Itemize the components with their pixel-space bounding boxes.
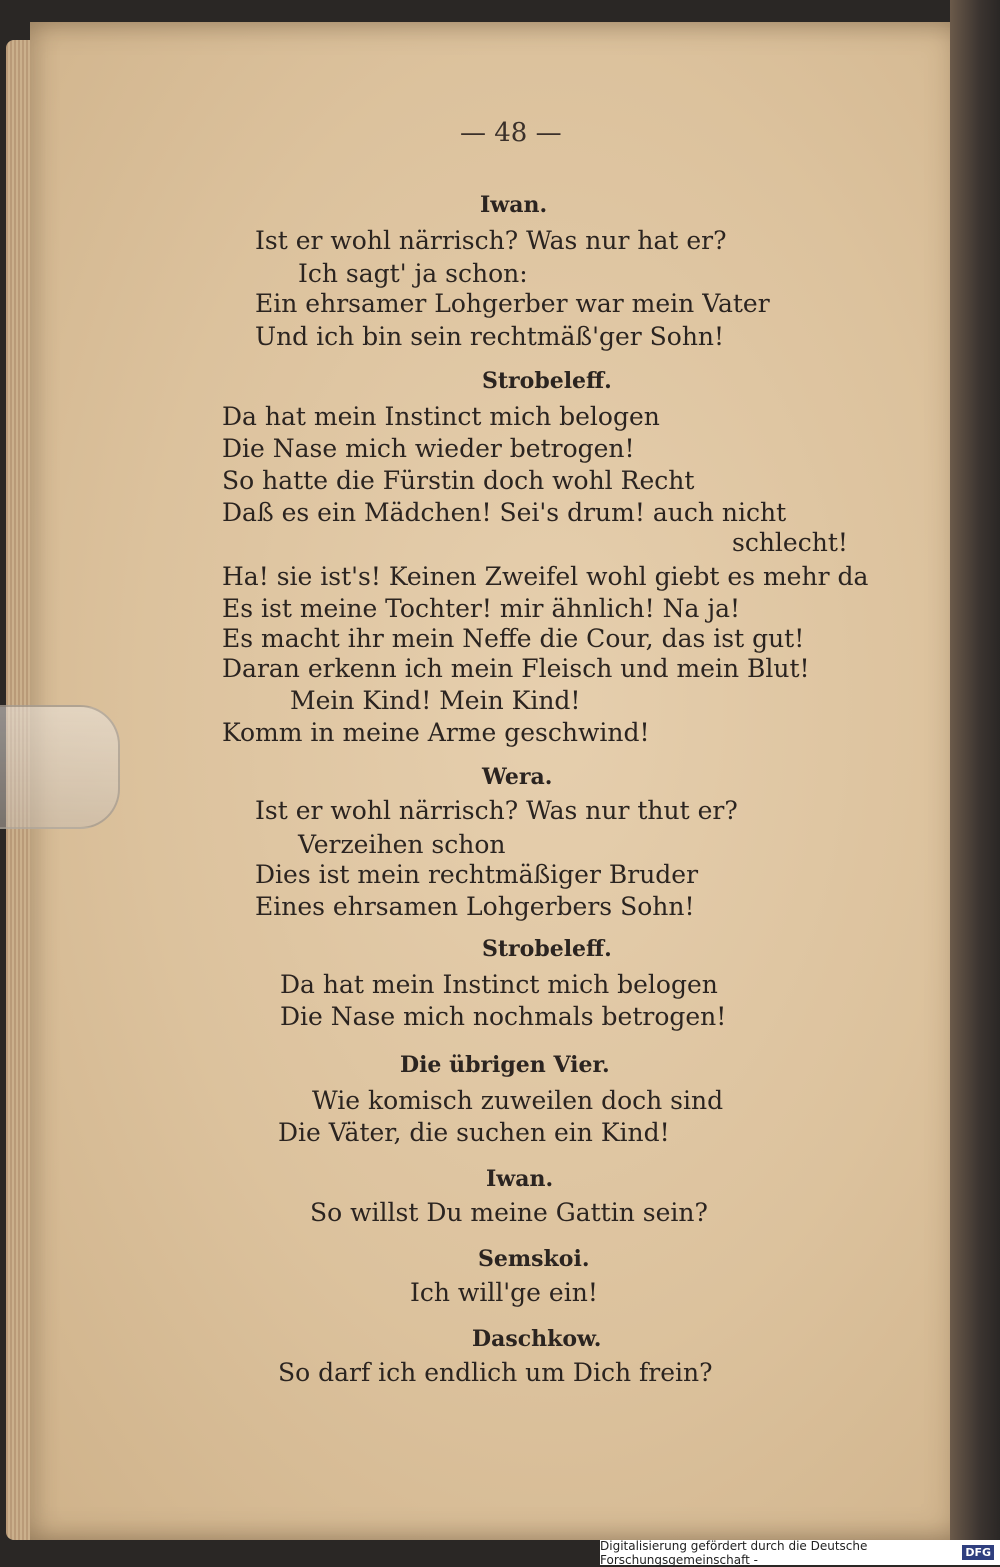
verse-line: Mein Kind! Mein Kind! [290, 686, 581, 715]
speaker-name: Daschkow. [472, 1326, 602, 1352]
digitization-footer [600, 1540, 1000, 1565]
verse-line: Ist er wohl närrisch? Was nur thut er? [255, 796, 738, 825]
speaker-name: Strobeleff. [482, 936, 612, 962]
verse-line: Dies ist mein rechtmäßiger Bruder [255, 860, 699, 889]
verse-line: Die Nase mich nochmals betrogen! [280, 1002, 727, 1031]
speaker-name: Wera. [482, 764, 553, 790]
verse-line: Komm in meine Arme geschwind! [222, 718, 650, 747]
verse-line: Es macht ihr mein Neffe die Cour, das ist gut! [222, 624, 805, 653]
verse-line: So darf ich endlich um Dich frein? [278, 1358, 713, 1387]
verse-line: Die Nase mich wieder betrogen! [222, 434, 635, 463]
verse-line: Eines ehrsamen Lohgerbers Sohn! [255, 892, 695, 921]
footer-text: Digitalisierung gefördert durch die Deutsche Forschungsgemeinschaft - [600, 1538, 868, 1567]
verse-line: Daran erkenn ich mein Fleisch und mein Blut! [222, 654, 810, 683]
verse-line: Ist er wohl närrisch? Was nur hat er? [255, 226, 727, 255]
speaker-name: Iwan. [480, 192, 548, 218]
verse-line: So willst Du meine Gattin sein? [310, 1198, 708, 1227]
verse-line: Wie komisch zuweilen doch sind [312, 1086, 724, 1115]
verse-line: Verzeihen schon [298, 830, 506, 859]
verse-line: Daß es ein Mädchen! Sei's drum! auch nicht [222, 498, 787, 527]
speaker-name: Strobeleff. [482, 368, 612, 394]
speaker-name: Die übrigen Vier. [400, 1052, 610, 1078]
verse-line: So hatte die Fürstin doch wohl Recht [222, 466, 695, 495]
verse-line: Ich sagt' ja schon: [298, 259, 528, 288]
verse-line: Es ist meine Tochter! mir ähnlich! Na ja! [222, 594, 741, 623]
verse-line: Die Väter, die suchen ein Kind! [278, 1118, 670, 1147]
speaker-name: Iwan. [486, 1166, 554, 1192]
verse-line: schlecht! [732, 528, 848, 557]
verse-line: Und ich bin sein rechtmäß'ger Sohn! [255, 322, 725, 351]
verse-line: Da hat mein Instinct mich belogen [222, 402, 660, 431]
page-clip [0, 705, 120, 829]
dfg-logo-icon: DFG [962, 1545, 994, 1560]
speaker-name: Semskoi. [478, 1246, 590, 1272]
verse-line: Ein ehrsamer Lohgerber war mein Vater [255, 289, 770, 318]
verse-line: Ha! sie ist's! Keinen Zweifel wohl giebt es mehr da [222, 562, 869, 591]
binding-shadow [950, 0, 1000, 1565]
verse-line: Da hat mein Instinct mich belogen [280, 970, 718, 999]
page-number: — 48 — [460, 118, 562, 148]
verse-line: Ich will'ge ein! [410, 1278, 598, 1307]
